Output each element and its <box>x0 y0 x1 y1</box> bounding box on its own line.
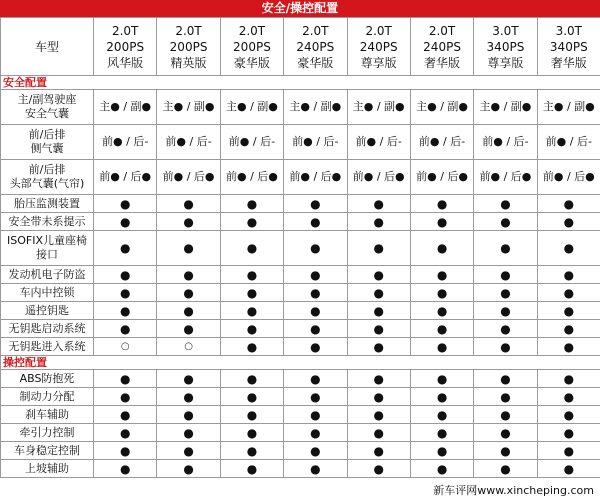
model-trim: 尊享版 <box>487 55 524 70</box>
row-label <box>1 90 94 125</box>
table-cell: ● <box>220 284 283 302</box>
table-cell: ● <box>347 388 410 406</box>
table-cell: ● <box>157 388 220 406</box>
table-row <box>1 406 600 424</box>
table-cell: ● <box>474 388 537 406</box>
model-header <box>94 18 157 76</box>
table-cell: ● <box>157 320 220 338</box>
table-cell: ● <box>410 213 473 231</box>
table-cell: ● <box>474 424 537 442</box>
table-cell: 前● / 后● <box>347 160 410 195</box>
table-cell: ● <box>284 266 347 284</box>
model-header <box>284 18 347 76</box>
row-label <box>1 406 94 424</box>
row-label-line: 车内中控锁 <box>19 285 75 299</box>
table-cell: ● <box>157 284 220 302</box>
row-label <box>1 460 94 478</box>
table-cell: ● <box>157 460 220 478</box>
table-cell: ● <box>94 406 157 424</box>
model-header <box>347 18 410 76</box>
row-label <box>1 284 94 302</box>
table-cell: 主● / 副● <box>537 90 600 125</box>
table-cell: ● <box>220 338 283 356</box>
table-cell: ● <box>220 370 283 388</box>
table-cell: ● <box>284 302 347 320</box>
model-engine: 2.0T <box>302 23 329 38</box>
table-row <box>1 320 600 338</box>
row-label-line: 牵引力控制 <box>19 425 75 439</box>
table-cell: ● <box>474 266 537 284</box>
row-label <box>1 370 94 388</box>
table-cell: ● <box>220 302 283 320</box>
table-cell: ● <box>94 370 157 388</box>
table-cell: ● <box>220 195 283 213</box>
table-cell: 主● / 副● <box>94 90 157 125</box>
watermark-footer: 新车评网www.xincheping.com <box>433 484 594 497</box>
row-label-line: ABS防抱死 <box>19 371 75 385</box>
table-cell: ● <box>347 370 410 388</box>
header-row <box>1 18 600 76</box>
row-label <box>1 442 94 460</box>
row-label-line: 侧气囊 <box>30 142 64 155</box>
table-cell: ● <box>157 266 220 284</box>
table-cell: ● <box>347 320 410 338</box>
model-power: 340PS <box>486 39 525 54</box>
table-cell: ● <box>347 284 410 302</box>
section-row <box>1 356 600 370</box>
table-cell: 前● / 后- <box>410 125 473 160</box>
model-header <box>410 18 473 76</box>
table-cell: ● <box>94 195 157 213</box>
table-title: 安全/操控配置 <box>0 0 600 17</box>
table-cell: ● <box>220 213 283 231</box>
model-engine: 2.0T <box>365 23 392 38</box>
table-cell: ● <box>410 195 473 213</box>
row-label-line: 接口 <box>36 248 58 261</box>
table-cell: ● <box>284 406 347 424</box>
table-cell: ● <box>537 213 600 231</box>
table-cell: ● <box>347 460 410 478</box>
row-label <box>1 302 94 320</box>
table-row <box>1 302 600 320</box>
table-row <box>1 284 600 302</box>
model-power: 340PS <box>549 39 588 54</box>
row-label-line: 车身稳定控制 <box>14 443 80 457</box>
table-cell: 前● / 后● <box>474 160 537 195</box>
model-engine: 2.0T <box>428 23 456 38</box>
row-label-line: 安全带未系提示 <box>8 214 86 228</box>
table-cell: ● <box>220 231 283 266</box>
table-cell: ● <box>284 320 347 338</box>
table-cell: ● <box>410 370 473 388</box>
row-label-line: 无钥匙进入系统 <box>8 339 86 353</box>
table-cell: ● <box>474 284 537 302</box>
row-label <box>1 195 94 213</box>
table-cell: 前● / 后● <box>537 160 600 195</box>
table-row <box>1 388 600 406</box>
table-cell: ● <box>94 231 157 266</box>
table-cell: ● <box>157 231 220 266</box>
table-cell: ● <box>157 442 220 460</box>
table-cell: ● <box>474 302 537 320</box>
table-cell: ● <box>284 338 347 356</box>
row-label <box>1 125 94 160</box>
table-row <box>1 213 600 231</box>
table-cell: ● <box>157 370 220 388</box>
table-cell: ● <box>474 370 537 388</box>
row-label <box>1 160 94 195</box>
table-cell: ● <box>537 266 600 284</box>
table-cell: ● <box>157 302 220 320</box>
table-cell: ● <box>347 424 410 442</box>
table-cell: ● <box>284 370 347 388</box>
table-cell: ● <box>537 284 600 302</box>
row-label-line: 刹车辅助 <box>25 407 69 421</box>
row-label-line: 发动机电子防盗 <box>8 267 86 281</box>
table-cell: ● <box>410 338 473 356</box>
table-row <box>1 370 600 388</box>
row-label-line: 遥控钥匙 <box>25 303 69 317</box>
table-cell: ● <box>537 388 600 406</box>
table-cell: ● <box>94 388 157 406</box>
table-cell: ● <box>220 406 283 424</box>
model-trim: 奢华版 <box>424 55 461 70</box>
model-engine: 2.0T <box>238 23 266 38</box>
table-row <box>1 338 600 356</box>
row-label-line: 胎压监测装置 <box>14 196 80 210</box>
table-cell: ● <box>94 320 157 338</box>
section-title: 操控配置 <box>1 356 600 370</box>
row-label-line: 主/副驾驶座 <box>17 93 77 106</box>
table-cell: ● <box>474 320 537 338</box>
table-cell: ● <box>347 231 410 266</box>
row-label-line: 安全气囊 <box>25 107 69 120</box>
header-label: 车型 <box>1 18 94 76</box>
row-label <box>1 213 94 231</box>
model-power: 240PS <box>359 39 398 54</box>
row-label-line: 制动力分配 <box>19 389 75 403</box>
table-cell: ● <box>410 442 473 460</box>
table-cell: ● <box>410 424 473 442</box>
table-cell: ● <box>157 213 220 231</box>
table-cell: 前● / 后● <box>157 160 220 195</box>
table-cell: ● <box>94 442 157 460</box>
table-cell: ● <box>410 460 473 478</box>
table-cell: 主● / 副● <box>220 90 283 125</box>
model-trim: 豪华版 <box>297 55 334 70</box>
table-row <box>1 442 600 460</box>
table-cell: 主● / 副● <box>347 90 410 125</box>
table-cell: ● <box>474 460 537 478</box>
table-cell: ● <box>284 442 347 460</box>
table-cell: ● <box>537 406 600 424</box>
table-cell: ● <box>410 302 473 320</box>
table-cell: ● <box>537 338 600 356</box>
model-power: 240PS <box>296 39 335 54</box>
row-label <box>1 338 94 356</box>
table-cell: ● <box>94 213 157 231</box>
table-cell: ● <box>474 231 537 266</box>
table-cell: ● <box>284 213 347 231</box>
table-cell: 主● / 副● <box>474 90 537 125</box>
model-engine: 3.0T <box>555 23 583 38</box>
table-cell: ● <box>474 338 537 356</box>
table-cell: ● <box>284 195 347 213</box>
model-trim: 豪华版 <box>233 55 270 70</box>
row-label-line: ISOFIX儿童座椅 <box>7 234 87 247</box>
model-power: 240PS <box>423 39 461 54</box>
table-row <box>1 231 600 266</box>
table-cell: 前● / 后- <box>537 125 600 160</box>
table-cell: ● <box>537 302 600 320</box>
table-cell: ● <box>474 195 537 213</box>
table-cell: ● <box>347 195 410 213</box>
row-label <box>1 320 94 338</box>
table-cell: ● <box>537 442 600 460</box>
table-row <box>1 195 600 213</box>
table-cell: 前● / 后● <box>94 160 157 195</box>
table-cell: ● <box>410 320 473 338</box>
table-row <box>1 424 600 442</box>
row-label <box>1 231 94 266</box>
model-trim: 精英版 <box>170 55 207 70</box>
row-label <box>1 266 94 284</box>
table-cell: ● <box>220 320 283 338</box>
table-cell: ● <box>537 424 600 442</box>
table-row <box>1 125 600 160</box>
row-label <box>1 424 94 442</box>
table-cell: ● <box>474 406 537 424</box>
section-row <box>1 76 600 90</box>
table-cell: ● <box>157 195 220 213</box>
table-cell: 前● / 后- <box>347 125 410 160</box>
table-cell: ● <box>284 424 347 442</box>
row-label-line: 头部气囊(气帘) <box>9 177 85 190</box>
table-cell: ● <box>347 266 410 284</box>
table-cell: ● <box>94 302 157 320</box>
table-row <box>1 90 600 125</box>
table-cell: ● <box>94 460 157 478</box>
model-power: 200PS <box>169 39 208 54</box>
table-cell: ● <box>347 338 410 356</box>
model-trim: 风华版 <box>107 55 144 70</box>
table-cell: ● <box>537 320 600 338</box>
model-header <box>474 18 537 76</box>
table-cell: ● <box>220 266 283 284</box>
table-cell: ● <box>347 213 410 231</box>
table-cell: ● <box>410 388 473 406</box>
table-cell: ● <box>220 424 283 442</box>
table-cell: ● <box>537 370 600 388</box>
model-engine: 2.0T <box>111 23 139 38</box>
table-cell: ● <box>220 388 283 406</box>
table-cell: 主● / 副● <box>284 90 347 125</box>
table-cell: ● <box>94 266 157 284</box>
table-cell: ● <box>537 195 600 213</box>
model-trim: 奢华版 <box>550 55 587 70</box>
table-cell: 前● / 后● <box>284 160 347 195</box>
table-row <box>1 266 600 284</box>
table-cell: ● <box>284 460 347 478</box>
table-cell: ○ <box>157 338 220 356</box>
table-cell: ● <box>220 442 283 460</box>
table-cell: ● <box>220 460 283 478</box>
model-trim: 尊享版 <box>360 55 397 70</box>
model-engine: 3.0T <box>492 23 519 38</box>
table-cell: 前● / 后- <box>220 125 283 160</box>
table-cell: ● <box>94 284 157 302</box>
row-label <box>1 388 94 406</box>
table-cell: ● <box>410 284 473 302</box>
table-cell: ● <box>410 406 473 424</box>
row-label-line: 前/后排 <box>28 128 66 141</box>
table-cell: ● <box>347 442 410 460</box>
table-cell: 前● / 后- <box>94 125 157 160</box>
row-label-line: 上坡辅助 <box>25 461 69 475</box>
table-cell: ● <box>474 442 537 460</box>
table-cell: ● <box>347 302 410 320</box>
table-cell: ● <box>410 231 473 266</box>
table-cell: 前● / 后- <box>474 125 537 160</box>
table-cell: ● <box>157 424 220 442</box>
table-cell: ● <box>347 406 410 424</box>
table-cell: ● <box>157 406 220 424</box>
spec-table <box>0 17 600 478</box>
table-cell: 前● / 后- <box>157 125 220 160</box>
table-cell: 前● / 后● <box>410 160 473 195</box>
row-label-line: 前/后排 <box>28 163 66 176</box>
model-engine: 2.0T <box>175 23 202 38</box>
table-cell: 主● / 副● <box>410 90 473 125</box>
table-cell: ○ <box>94 338 157 356</box>
row-label-line: 无钥匙启动系统 <box>8 321 86 335</box>
table-row <box>1 160 600 195</box>
table-cell: ● <box>537 231 600 266</box>
table-cell: ● <box>284 284 347 302</box>
table-cell: 主● / 副● <box>157 90 220 125</box>
section-title: 安全配置 <box>1 76 600 90</box>
table-cell: ● <box>537 460 600 478</box>
model-header <box>220 18 283 76</box>
model-power: 200PS <box>233 39 271 54</box>
table-cell: ● <box>94 424 157 442</box>
table-cell: ● <box>474 213 537 231</box>
table-cell: ● <box>284 388 347 406</box>
table-cell: 前● / 后● <box>220 160 283 195</box>
table-cell: ● <box>284 231 347 266</box>
table-cell: 前● / 后- <box>284 125 347 160</box>
model-header <box>537 18 600 76</box>
table-row <box>1 460 600 478</box>
model-header <box>157 18 220 76</box>
model-power: 200PS <box>106 39 145 54</box>
table-cell: ● <box>410 266 473 284</box>
